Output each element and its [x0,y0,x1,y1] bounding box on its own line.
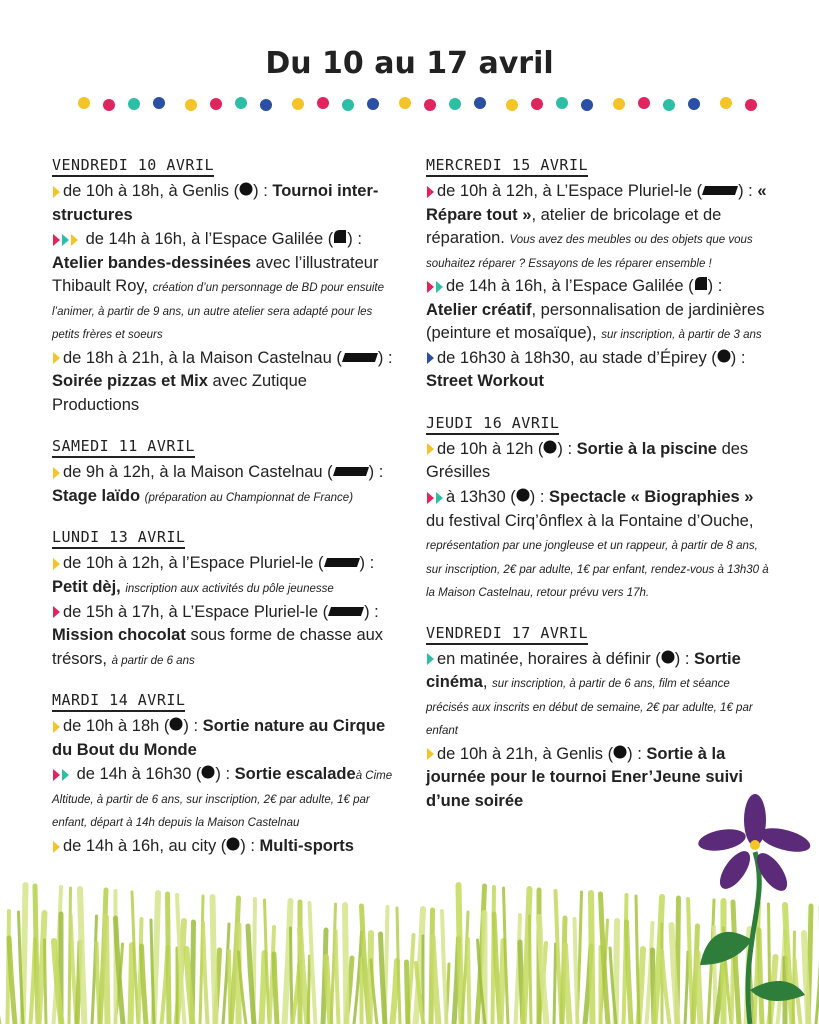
quarter-location-icon [694,275,708,299]
event-item [426,275,771,346]
day-section [52,528,397,671]
grass-blade [591,893,593,1024]
bullet-marker-icon [426,442,435,456]
grass-blade [203,923,208,1024]
bullet-marker-icon [52,466,61,480]
decorative-dot [449,98,461,110]
decorative-dot [581,99,593,111]
event-time-place: de 10h à 12h, à l’Espace Pluriel-le ( [63,554,324,573]
event-title: Spectacle « Biographies » [548,488,754,507]
grass-blade [636,896,639,1024]
bullet-markers [426,347,435,371]
grass-blade [168,894,170,1024]
event-item [52,601,397,672]
decorative-dot [613,98,625,110]
event-item [426,180,771,274]
event-sep: ) : [738,182,758,201]
decorative-dot [399,97,411,109]
grass-blade [142,946,147,1024]
grass-blade [106,917,108,1024]
event-time-place: de 10h à 18h, à Genlis ( [63,182,240,201]
grass-blade [131,945,133,1024]
day-section [52,691,397,858]
event-detail: du festival Cirq’ônflex à la Fontaine d’Ouche, [426,511,754,530]
event-sep: ) : [347,230,362,249]
event-title: Atelier créatif [426,300,532,319]
decorative-dot [185,99,197,111]
event-note: (préparation au Championnat de France) [144,491,354,504]
event-sep: ) : [183,717,203,736]
grass-blade [345,905,347,1024]
event-time-place: de 10h à 18h ( [63,717,170,736]
bullet-markers [426,438,435,462]
decorative-dot [103,99,115,111]
bullet-marker-icon [435,491,444,505]
grass-blade [397,908,400,1024]
bullet-marker-icon [61,233,70,247]
bullet-marker-icon [52,185,61,199]
bullet-marker-icon [426,280,435,294]
bullet-markers [52,461,61,485]
bullet-markers [52,715,61,739]
right-column [426,156,771,833]
event-time-place: de 15h à 17h, à L’Espace Pluriel-le ( [63,602,329,621]
event-title: Multi-sports [259,836,354,855]
grass-blade [310,903,316,1024]
bullet-marker-icon [52,557,61,571]
decorative-dot [506,99,518,111]
day-section [426,624,771,814]
grass-blade [554,944,556,1024]
grass-blade [308,956,310,1024]
day-section [52,437,397,508]
bullet-marker-icon [426,747,435,761]
event-title: Mission chocolat [52,626,186,645]
decorative-dot [128,98,140,110]
event-title: Petit dèj, [52,578,121,597]
grass-blade [565,945,570,1024]
event-title: « Répare tout » [426,182,767,224]
event-sep: ) : [359,554,375,573]
day-section [52,156,397,417]
decorative-dot [424,99,436,111]
day-heading: MERCREDI 15 AVRIL [426,156,588,177]
bullet-marker-icon [52,233,61,247]
event-note: inscription aux activités du pôle jeunesse [125,583,334,596]
event-detail: avec Zutique Productions [52,372,307,414]
grass-blade [442,911,447,1024]
event-title: Tournoi inter-structures [52,182,379,224]
event-detail: , personnalisation de jardinières (peinture et mosaïque), [426,300,765,343]
dot-location-icon [717,347,731,371]
event-item [52,835,397,859]
event-time-place: de 10h à 12h, à L’Espace Pluriel-le ( [437,182,703,201]
day-heading: VENDREDI 17 AVRIL [426,624,588,645]
event-detail: , [482,673,493,692]
day-section [426,156,771,394]
decorative-dot [317,97,329,109]
event-time-place: de 18h à 21h, à la Maison Castelnau ( [63,348,342,367]
event-time-place: à 13h30 ( [446,488,516,507]
bullet-markers [426,743,435,767]
event-sep: ) : [557,439,577,458]
dot-location-icon [201,763,215,787]
event-item [426,486,771,604]
decorative-dot [260,99,272,111]
event-item [52,552,397,599]
bar-location-icon [702,180,738,204]
bullet-marker-icon [52,720,61,734]
event-time-place: en matinée, horaires à définir ( [437,649,661,668]
decorative-dot [367,98,379,110]
grass-blade [213,897,216,1024]
bullet-markers [52,601,61,625]
event-item [52,228,397,346]
event-note: à Cime Altitude, à partir de 6 ans, sur inscription, 2€ par adulte, 1€ par enfant, départ à 14h depuis la Maison Castelnau [52,770,393,830]
dot-location-icon [516,486,530,510]
day-heading: LUNDI 13 AVRIL [52,528,185,549]
decorative-dot [292,98,304,110]
bullet-marker-icon [70,233,79,247]
bullet-marker-icon [52,768,61,782]
event-sep: ) : [377,348,393,367]
decorative-dot [210,98,222,110]
event-item [52,461,397,508]
event-time-place: de 16h30 à 18h30, au stade d’Épirey ( [437,348,717,367]
grass-blade [80,889,85,1024]
event-note: création d’un personnage de BD pour ensuite l’animer, à partir de 9 ans, un autre atelier sera adapté pour les petits frères et soeurs [52,282,385,342]
event-note: représentation par une jongleuse et un rappeur, à partir de 8 ans, sur inscription, 2€ par adulte, 1€ par enfant, rendez-vous à 13h30 à la Maison Castelnau, retour prévu vers 17h. [426,540,769,600]
event-title: Sortie escalade [234,765,356,784]
day-heading: VENDREDI 10 AVRIL [52,156,214,177]
event-time-place: de 10h à 12h ( [437,439,544,458]
decorative-dot [663,99,675,111]
event-sep: ) : [368,463,384,482]
day-section [426,414,771,604]
dot-location-icon [169,715,183,739]
bar-location-icon [342,347,378,371]
grass-blade [393,961,398,1024]
event-time-place: de 14h à 16h30 ( [72,765,202,784]
decorative-dot [688,98,700,110]
event-title: Soirée pizzas et Mix [52,372,208,391]
event-note: sur inscription, à partir de 3 ans [601,329,762,342]
grass-blade [262,953,265,1024]
day-heading: JEUDI 16 AVRIL [426,414,559,435]
bullet-marker-icon [61,768,70,782]
page-title: Du 10 au 17 avril [265,46,554,81]
event-detail: sous forme de chasse aux trésors, [52,626,384,668]
quarter-location-icon [333,228,347,252]
event-title: Sortie cinéma [426,649,741,692]
grass-blade [326,957,331,1024]
event-title: Sortie nature au Cirque du Bout du Monde [52,717,386,759]
event-time-place: de 14h à 16h, à l’Espace Galilée ( [446,277,694,296]
event-time-place: de 14h à 16h, au city ( [63,836,227,855]
event-title: Sortie à la piscine [576,439,717,458]
event-note: sur inscription, à partir de 6 ans, film et séance précisés aux inscrits en début de semaine, 2€ par adulte, 1€ par enfant [426,678,753,738]
event-title: Street Workout [426,372,544,391]
dot-location-icon [613,743,627,767]
bullet-marker-icon [52,840,61,854]
event-item [426,347,771,394]
grass-blade [468,939,470,1024]
event-sep: ) : [707,277,723,296]
event-sep: ) : [529,488,549,507]
dot-location-icon [226,835,240,859]
decorative-dot [474,97,486,109]
event-sep: ) : [364,602,379,621]
event-sep: ) : [240,836,260,855]
bar-location-icon [333,461,369,485]
event-note: Vous avez des meubles ou des objets que vous souhaitez réparer ? Essayons de les réparer ensemble ! [426,234,753,270]
event-title: Atelier bandes-dessinées [52,253,251,272]
bullet-marker-icon [426,491,435,505]
event-note: à partir de 6 ans [111,654,195,667]
day-heading: MARDI 14 AVRIL [52,691,185,712]
bullet-markers [426,180,435,204]
left-column [52,156,397,878]
grass-blade [575,919,578,1024]
event-item [426,438,771,485]
bullet-markers [426,486,444,510]
event-sep: ) : [627,744,647,763]
bullet-markers [52,835,61,859]
bar-location-icon [324,552,360,576]
grass-blade [69,888,71,1024]
event-item [52,347,397,418]
bullet-marker-icon [52,605,61,619]
grass-blade [274,954,277,1024]
bullet-markers [52,552,61,576]
grass-blade [370,933,372,1024]
event-title: Stage laïdo [52,486,141,505]
event-time-place: de 14h à 16h, à l’Espace Galilée ( [81,230,334,249]
bullet-marker-icon [52,351,61,365]
bullet-marker-icon [426,652,435,666]
grass-blade [501,941,504,1024]
event-time-place: de 9h à 12h, à la Maison Castelnau ( [63,463,333,482]
event-detail: , atelier de bricolage et de réparation. [426,205,722,248]
decorative-dot [235,97,247,109]
grass-blade [336,931,339,1024]
dot-location-icon [661,648,675,672]
grass-blade [291,928,293,1024]
bar-location-icon [328,601,364,625]
bullet-markers [426,648,435,672]
event-title: Sortie à la journée pour le tournoi Ener’Jeune suivi d’une soirée [426,744,743,810]
grass-blade [407,962,409,1024]
bullet-markers [52,347,61,371]
decorative-dot [638,97,650,109]
event-time-place: de 10h à 21h, à Genlis ( [437,744,614,763]
event-sep: ) : [253,182,273,201]
event-sep: ) : [730,348,746,367]
grass-blade [459,885,462,1024]
decorative-dot [720,97,732,109]
decorative-dot [556,97,568,109]
bullet-marker-icon [435,280,444,294]
event-item [52,180,397,227]
decorative-dots [0,0,819,130]
bullet-markers [52,180,61,204]
flower-icon [680,790,819,1024]
grass-blade [45,940,47,1024]
decorative-dot [153,97,165,109]
decorative-dot [531,98,543,110]
bullet-marker-icon [426,185,435,199]
grass-blade [627,922,632,1024]
decorative-dot [78,97,90,109]
bullet-marker-icon [426,351,435,365]
dot-location-icon [239,180,253,204]
decorative-dot [745,99,757,111]
bullet-markers [52,228,79,252]
grass-blade [381,934,386,1024]
day-heading: SAMEDI 11 AVRIL [52,437,195,458]
bullet-markers [426,275,444,299]
grass-blade [9,938,15,1024]
event-detail: avec l’illustrateur Thibault Roy, [52,253,379,296]
grass-blade [530,916,532,1024]
event-item [52,763,397,834]
decorative-dot [342,99,354,111]
event-detail: des Grésilles [426,439,749,482]
event-item [426,648,771,742]
dot-location-icon [543,438,557,462]
bullet-markers [52,763,70,787]
event-sep: ) : [674,649,695,668]
event-item [52,715,397,762]
event-sep: ) : [215,765,235,784]
